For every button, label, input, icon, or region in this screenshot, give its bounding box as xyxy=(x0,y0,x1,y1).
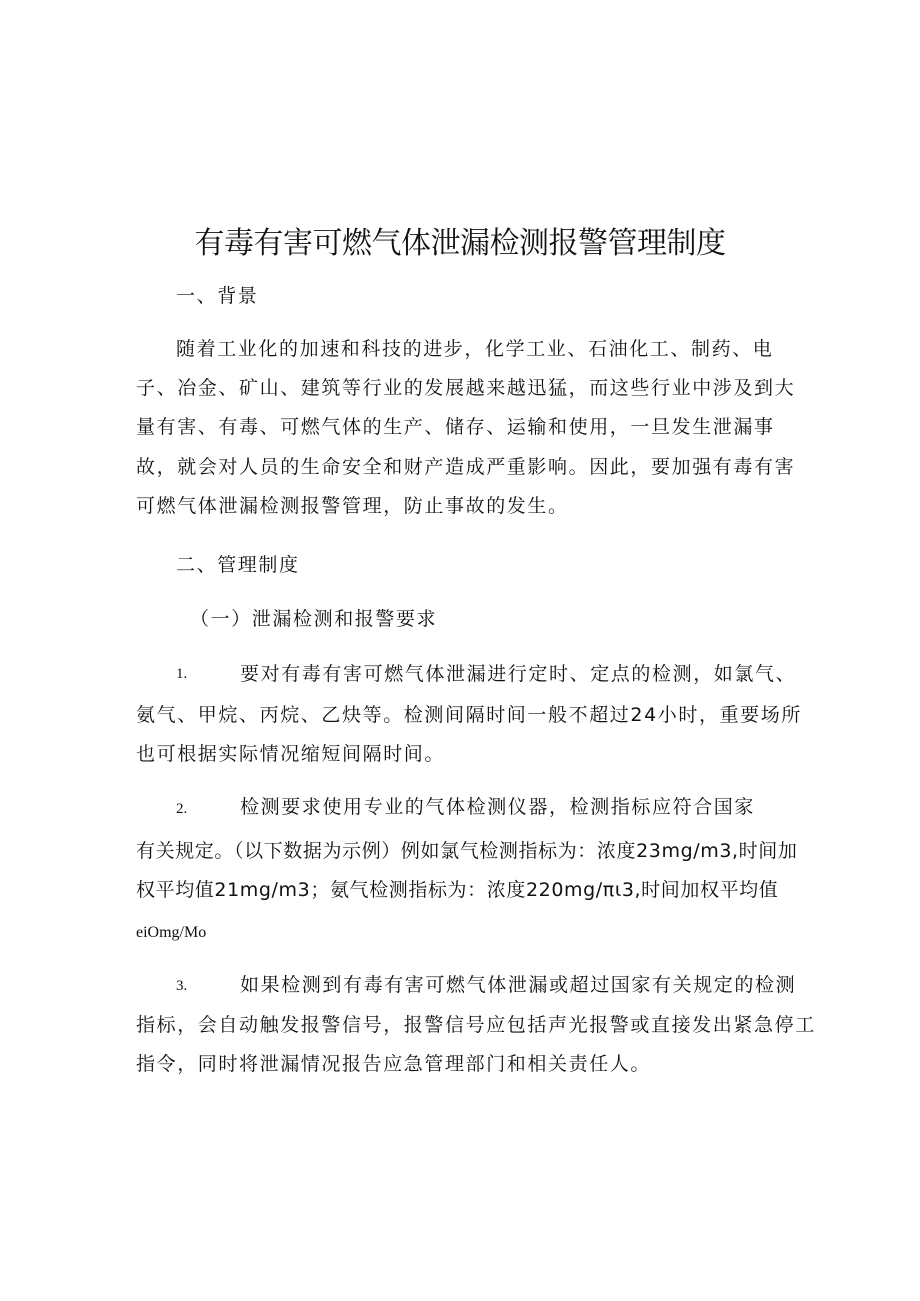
list-item-line: 权平均值21mg∕m3；氨气检测指标为：浓度220mg∕πι3,时间加权平均值 xyxy=(136,879,779,901)
list-item-line: 也可根据实际情况缩短间隔时间。 xyxy=(136,743,446,765)
subsection-heading: （一）泄漏检测和报警要求 xyxy=(190,608,438,630)
paragraph-line: 随着工业化的加速和科技的进步，化学工业、石油化工、制药、电 xyxy=(176,338,774,360)
list-item-number: 1. xyxy=(176,666,188,682)
list-item-line: 氨气、甲烷、丙烷、乙炔等。检测间隔时间一般不超过24小时，重要场所 xyxy=(136,704,802,726)
list-item-line: 有关规定。（以下数据为示例）例如氯气检测指标为：浓度23mg∕m3,时间加 xyxy=(136,840,798,862)
list-item-line: 要对有毒有害可燃气体泄漏进行定时、定点的检测，如氯气、 xyxy=(240,663,797,685)
document-title: 有毒有害可燃气体泄漏检测报警管理制度 xyxy=(194,226,726,261)
list-item-line: eiOmg/Mo xyxy=(136,924,207,941)
section-heading-background: 一、背景 xyxy=(176,285,259,307)
section-heading-management: 二、管理制度 xyxy=(176,554,300,576)
paragraph-line: 可燃气体泄漏检测报警管理，防止事故的发生。 xyxy=(136,495,569,517)
list-item-line: 如果检测到有毒有害可燃气体泄漏或超过国家有关规定的检测 xyxy=(240,974,797,996)
list-item-line: 检测要求使用专业的气体检测仪器，检测指标应符合国家 xyxy=(240,796,756,818)
list-item-line: 指标，会自动触发报警信号，报警信号应包括声光报警或直接发出紧急停工 xyxy=(136,1014,816,1036)
list-item-number: 2. xyxy=(176,801,188,817)
list-item-number: 3. xyxy=(176,978,188,994)
paragraph-line: 量有害、有毒、可燃气体的生产、储存、运输和使用，一旦发生泄漏事 xyxy=(136,416,775,438)
list-item-line: 指令，同时将泄漏情况报告应急管理部门和相关责任人。 xyxy=(136,1053,652,1075)
paragraph-line: 子、冶金、矿山、建筑等行业的发展越来越迅猛，而这些行业中涉及到大 xyxy=(136,377,796,399)
paragraph-line: 故，就会对人员的生命安全和财产造成严重影响。因此，要加强有毒有害 xyxy=(136,456,796,478)
